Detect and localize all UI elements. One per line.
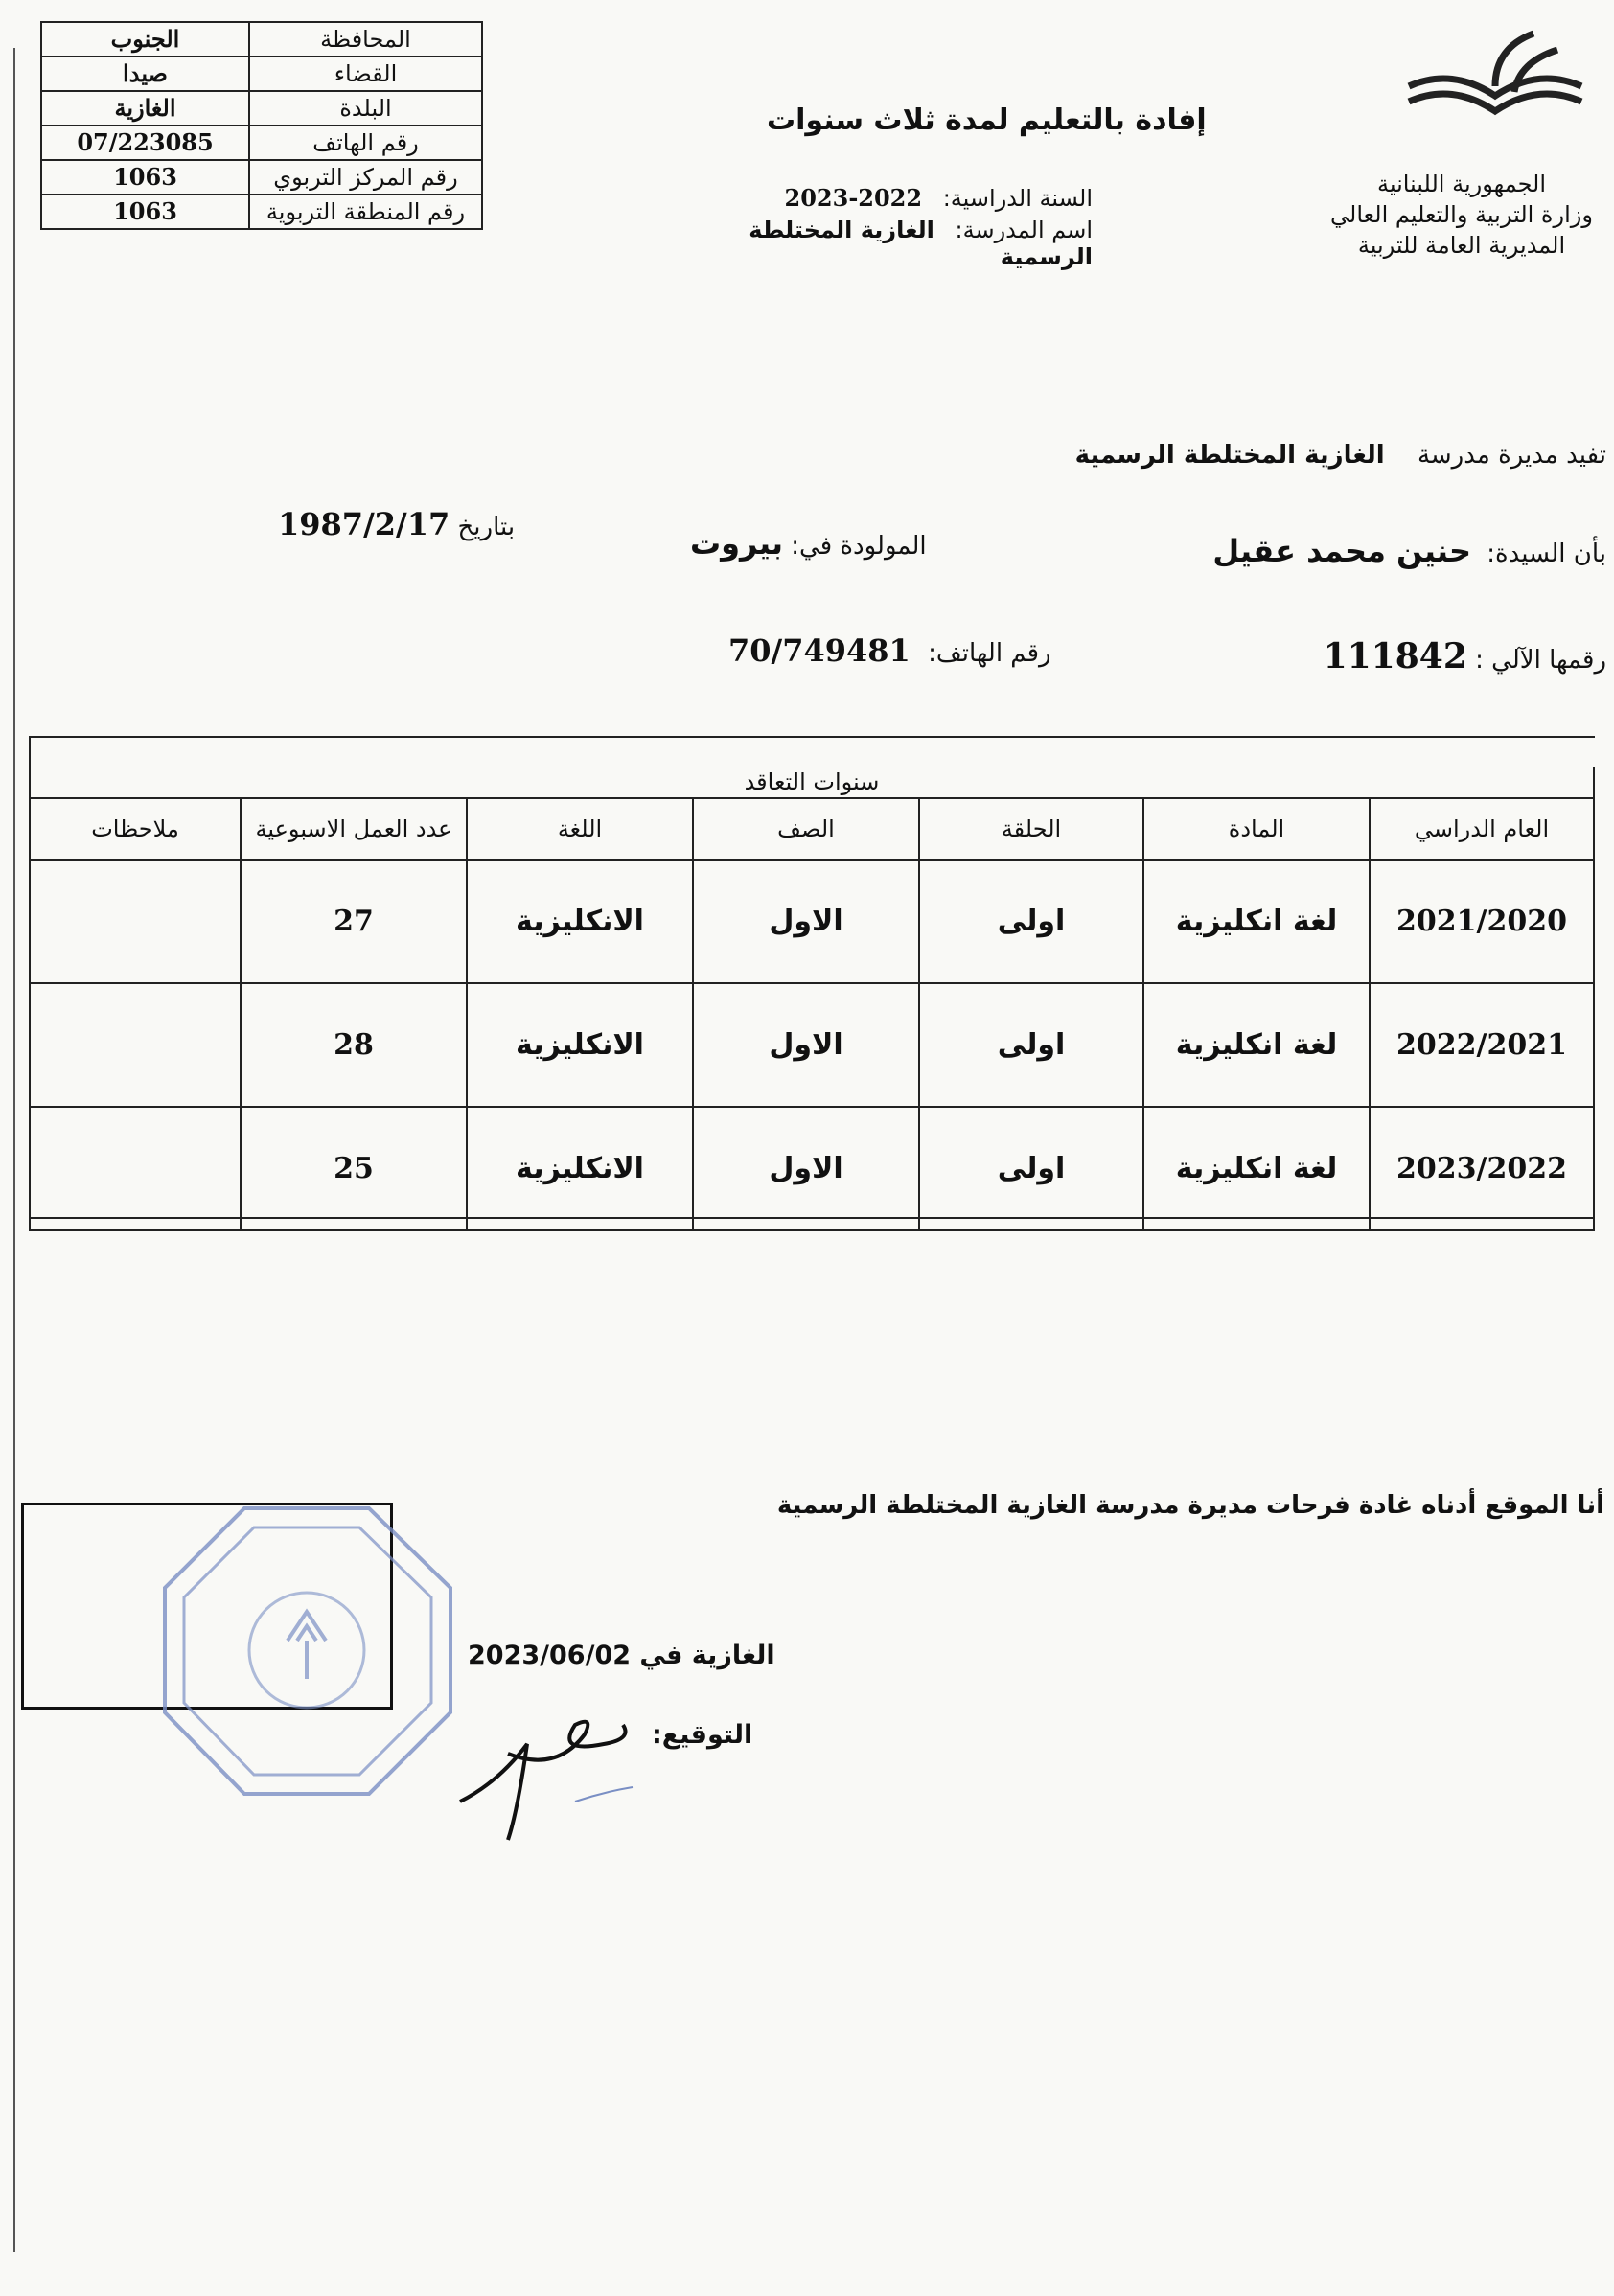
cell-language: الانكليزية	[467, 860, 693, 983]
school-year-label: السنة الدراسية:	[942, 185, 1093, 212]
school-name-label: اسم المدرسة:	[955, 217, 1093, 243]
cell-weekly-hours: 28	[241, 983, 467, 1107]
cell-class: الاول	[693, 1107, 919, 1230]
table-row	[30, 860, 1594, 983]
table-group-header: سنوات التعاقد	[30, 767, 1594, 798]
info-value: الغازية	[41, 91, 249, 126]
id-value: 111842	[1323, 636, 1467, 677]
ministry-line-republic: الجمهورية اللبنانية	[1376, 171, 1547, 197]
birth-date-value: 1987/2/17	[278, 506, 450, 542]
lady-label: بأن السيدة:	[1487, 540, 1606, 568]
handwritten-signature-icon	[441, 1696, 690, 1869]
ministry-line-directorate: المديرية العامة للتربية	[1357, 232, 1566, 259]
ministry-header	[1323, 169, 1601, 261]
cell-notes	[30, 983, 241, 1107]
info-label: رقم الهاتف	[249, 126, 482, 160]
table-row	[30, 983, 1594, 1107]
cell-cycle: اولى	[919, 983, 1143, 1107]
official-seal-icon	[153, 1497, 460, 1803]
document-title: إفادة بالتعليم لمدة ثلاث سنوات	[767, 103, 1207, 137]
cell-subject: لغة انكليزية	[1143, 1107, 1370, 1230]
born-label: المولودة في:	[791, 532, 927, 561]
phone-line	[728, 632, 1051, 669]
cell-subject: لغة انكليزية	[1143, 983, 1370, 1107]
school-year-value: 2022-2023	[784, 184, 923, 212]
ministry-book-logo-icon	[1399, 29, 1591, 134]
birth-date-label: بتاريخ	[457, 513, 516, 541]
cell-cycle: اولى	[919, 1107, 1143, 1230]
id-label: رقمها الآلي :	[1475, 646, 1606, 675]
table-row	[30, 1107, 1594, 1230]
cell-language: الانكليزية	[467, 983, 693, 1107]
intro-label: تفيد مديرة مدرسة	[1417, 441, 1606, 470]
cell-class: الاول	[693, 860, 919, 983]
col-header-subject: المادة	[1143, 798, 1370, 860]
lady-line	[1212, 533, 1606, 569]
born-line	[690, 525, 927, 562]
school-name-line	[671, 217, 1093, 270]
id-line	[1324, 636, 1606, 677]
cell-subject: لغة انكليزية	[1143, 860, 1370, 983]
info-row	[41, 126, 482, 160]
info-label: رقم المركز التربوي	[249, 160, 482, 195]
info-value: صيدا	[41, 57, 249, 91]
info-value: الجنوب	[41, 22, 249, 57]
page-fold-line	[13, 48, 15, 2252]
school-name-value: الغازية المختلطة الرسمية	[749, 217, 1093, 270]
col-header-language: اللغة	[467, 798, 693, 860]
info-value: 1063	[41, 160, 249, 195]
intro-school: الغازية المختلطة الرسمية	[1074, 441, 1385, 470]
cell-year: 2022/2021	[1370, 983, 1594, 1107]
cell-language: الانكليزية	[467, 1107, 693, 1230]
cell-class: الاول	[693, 983, 919, 1107]
contract-years-table	[29, 767, 1595, 1231]
info-row	[41, 57, 482, 91]
info-label: المحافظة	[249, 22, 482, 57]
lady-name: حنين محمد عقيل	[1212, 533, 1471, 569]
school-info-table	[40, 21, 483, 230]
born-place: بيروت	[690, 525, 784, 562]
info-row	[41, 22, 482, 57]
col-header-cycle: الحلقة	[919, 798, 1143, 860]
phone-value: 70/749481	[728, 632, 911, 669]
cell-year: 2023/2022	[1370, 1107, 1594, 1230]
signature-label: التوقيع:	[652, 1720, 753, 1750]
col-header-class: الصف	[693, 798, 919, 860]
info-label: البلدة	[249, 91, 482, 126]
info-row	[41, 160, 482, 195]
info-value: 07/223085	[41, 126, 249, 160]
col-header-year: العام الدراسي	[1370, 798, 1594, 860]
ministry-line-ministry: وزارة التربية والتعليم العالي	[1330, 201, 1593, 228]
birth-date-line	[278, 506, 515, 542]
intro-line	[1075, 441, 1606, 470]
school-year-line	[671, 184, 1093, 212]
phone-label: رقم الهاتف:	[928, 639, 1051, 668]
cell-weekly-hours: 27	[241, 860, 467, 983]
cell-weekly-hours: 25	[241, 1107, 467, 1230]
table-group-row	[30, 767, 1594, 798]
info-label: رقم المنطقة التربوية	[249, 195, 482, 229]
place-date-line: الغازية في 2023/06/02	[468, 1641, 775, 1670]
declaration-line: أنا الموقع أدناه غادة فرحات مديرة مدرسة الغازية المختلطة الرسمية	[776, 1491, 1604, 1520]
table-header-row	[30, 798, 1594, 860]
info-value: 1063	[41, 195, 249, 229]
info-row	[41, 195, 482, 229]
cell-notes	[30, 1107, 241, 1230]
info-row	[41, 91, 482, 126]
cell-cycle: اولى	[919, 860, 1143, 983]
cell-year: 2021/2020	[1370, 860, 1594, 983]
col-header-weekly-hours: عدد العمل الاسبوعية	[241, 798, 467, 860]
info-label: القضاء	[249, 57, 482, 91]
col-header-notes: ملاحظات	[30, 798, 241, 860]
cell-notes	[30, 860, 241, 983]
